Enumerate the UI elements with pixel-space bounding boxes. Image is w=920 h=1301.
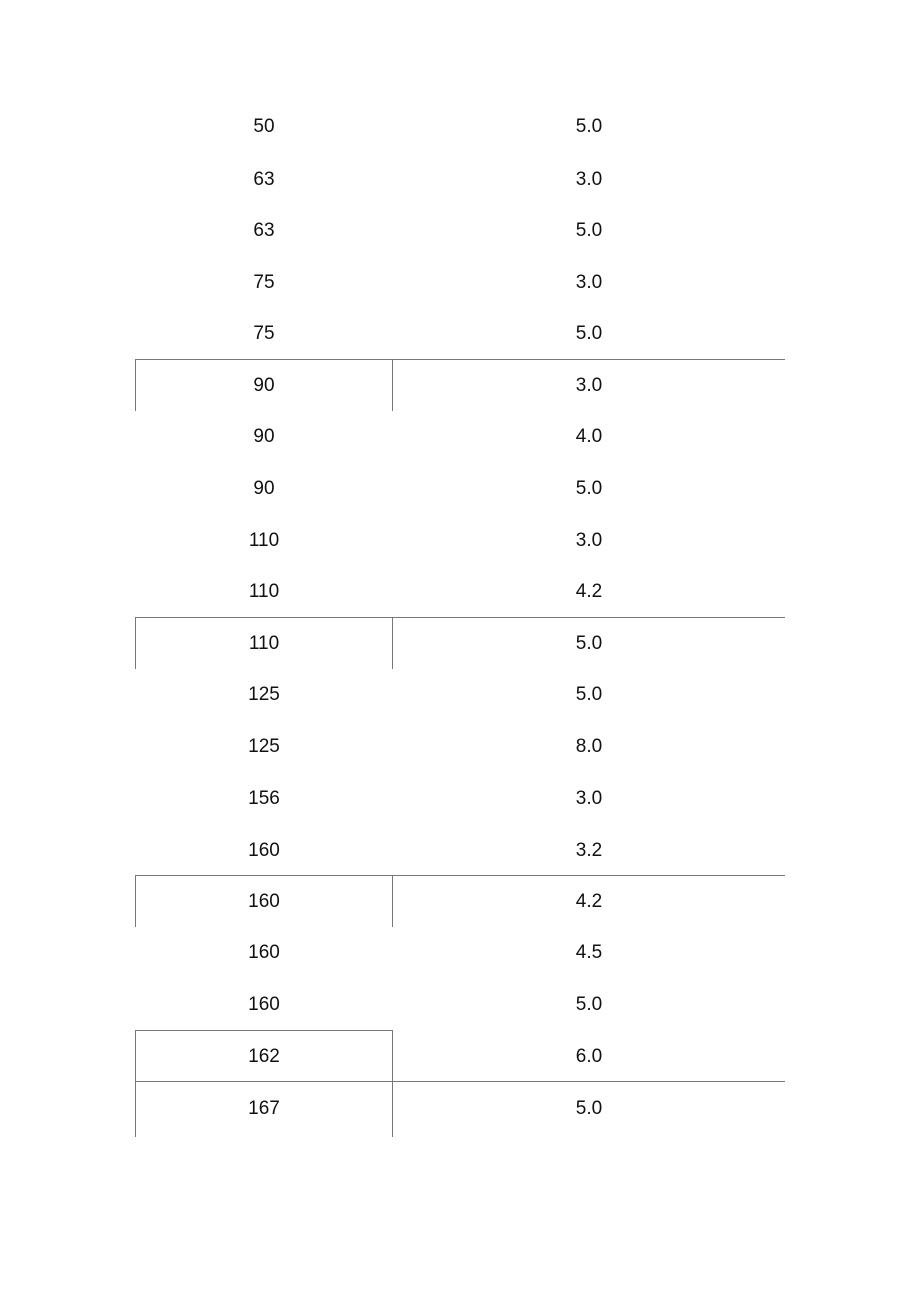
table-cell-col2: 5.0 <box>575 994 603 1015</box>
table-cell-col2: 3.2 <box>575 840 603 861</box>
table-rule-vertical <box>135 1081 136 1137</box>
table-rule-vertical <box>135 359 136 411</box>
table-cell-col1: 125 <box>248 736 280 757</box>
table-cell-col1: 110 <box>248 581 280 602</box>
table-cell-col1: 160 <box>248 994 280 1015</box>
table-cell-col1: 110 <box>248 633 280 654</box>
table-cell-col2: 5.0 <box>575 684 603 705</box>
table-cell-col1: 90 <box>253 375 275 396</box>
table-cell-col1: 90 <box>253 426 275 447</box>
table-cell-col2: 3.0 <box>575 788 603 809</box>
table-cell-col1: 125 <box>248 684 280 705</box>
table-rule-horizontal <box>135 617 785 618</box>
table-cell-col1: 162 <box>248 1046 280 1067</box>
table-rule-vertical <box>135 875 136 927</box>
table-cell-col1: 156 <box>248 788 280 809</box>
table-cell-col2: 3.0 <box>575 375 603 396</box>
table-cell-col1: 160 <box>248 891 280 912</box>
table-rule-vertical <box>392 875 393 927</box>
table-cell-col1: 50 <box>253 116 275 137</box>
table-cell-col1: 63 <box>253 169 275 190</box>
table-cell-col2: 3.0 <box>575 272 603 293</box>
table-cell-col1: 160 <box>248 942 280 963</box>
table-cell-col2: 8.0 <box>575 736 603 757</box>
table-cell-col2: 5.0 <box>575 478 603 499</box>
table-cell-col1: 63 <box>253 220 275 241</box>
table-rule-horizontal <box>135 359 785 360</box>
table-cell-col1: 90 <box>253 478 275 499</box>
table-cell-col1: 75 <box>253 323 275 344</box>
table-rule-horizontal <box>135 1030 393 1031</box>
table-cell-col2: 4.2 <box>575 891 603 912</box>
table-rule-vertical <box>392 1030 393 1082</box>
table-cell-col2: 4.2 <box>575 581 603 602</box>
table-cell-col2: 5.0 <box>575 323 603 344</box>
table-cell-col1: 75 <box>253 272 275 293</box>
table-cell-col2: 4.0 <box>575 426 603 447</box>
table-rule-horizontal <box>135 1081 785 1082</box>
table-rule-vertical <box>135 1030 136 1082</box>
table-cell-col2: 5.0 <box>575 116 603 137</box>
table-cell-col1: 167 <box>248 1098 280 1119</box>
table-cell-col2: 5.0 <box>575 633 603 654</box>
table-cell-col2: 6.0 <box>575 1046 603 1067</box>
table-rule-vertical <box>392 359 393 411</box>
table-rule-vertical <box>135 617 136 669</box>
table-cell-col2: 3.0 <box>575 169 603 190</box>
table-rule-horizontal <box>135 875 785 876</box>
table-rule-vertical <box>392 617 393 669</box>
table-cell-col2: 3.0 <box>575 530 603 551</box>
table-cell-col2: 4.5 <box>575 942 603 963</box>
table-rule-vertical <box>392 1081 393 1137</box>
table-cell-col2: 5.0 <box>575 220 603 241</box>
table-cell-col2: 5.0 <box>575 1098 603 1119</box>
table-cell-col1: 160 <box>248 840 280 861</box>
table-cell-col1: 110 <box>248 530 280 551</box>
